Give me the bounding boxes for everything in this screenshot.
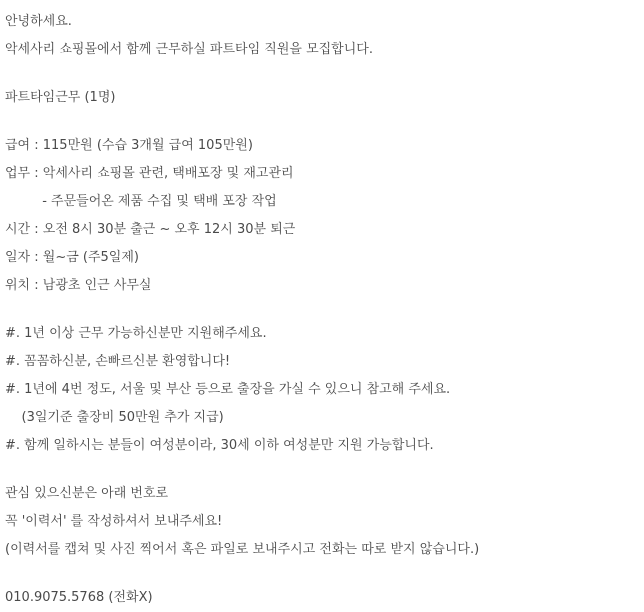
blank-line bbox=[5, 64, 634, 84]
text-line-location: 위치 : 남광초 인근 사무실 bbox=[5, 278, 152, 293]
text-line-position-title: 파트타임근무 (1명) bbox=[5, 90, 116, 105]
text-line-resume-instruction: (이력서를 캡쳐 및 사진 찍어서 혹은 파일로 보내주시고 전화는 따로 받지 않습니다.) bbox=[5, 542, 480, 557]
text-line-note-business-trip: #. 1년에 4번 정도, 서울 및 부산 등으로 출장을 가실 수 있으니 참고해 주세요. bbox=[5, 382, 451, 397]
text-line-days: 일자 : 월~금 (주5일제) bbox=[5, 250, 139, 265]
text-line-resume-request: 꼭 '이력서' 를 작성하셔서 보내주세요! bbox=[5, 514, 223, 529]
text-line-intro: 악세사리 쇼핑몰에서 함께 근무하실 파트타임 직원을 모집합니다. bbox=[5, 42, 373, 57]
text-line-note-welcome: #. 꼼꼼하신분, 손빠르신분 환영합니다! bbox=[5, 354, 231, 369]
text-line-duty-detail: - 주문들어온 제품 수집 및 택배 포장 작업 bbox=[5, 194, 277, 209]
text-line-phone-number: 010.9075.5768 (전화X) bbox=[5, 590, 153, 605]
text-line-pay: 급여 : 115만원 (수습 3개월 급여 105만원) bbox=[5, 138, 253, 153]
text-line-contact-intro: 관심 있으신분은 아래 번호로 bbox=[5, 486, 169, 501]
blank-line bbox=[5, 564, 634, 584]
text-line-note-min-period: #. 1년 이상 근무 가능하신분만 지원해주세요. bbox=[5, 326, 267, 341]
blank-line bbox=[5, 460, 634, 480]
text-line-note-trip-pay: (3일기준 출장비 50만원 추가 지급) bbox=[5, 410, 224, 425]
text-line-duty: 업무 : 악세사리 쇼핑몰 관련, 택배포장 및 재고관리 bbox=[5, 166, 294, 181]
text-line-note-eligibility: #. 함께 일하시는 분들이 여성분이라, 30세 이하 여성분만 지원 가능합니다. bbox=[5, 438, 434, 453]
blank-line bbox=[5, 112, 634, 132]
text-line-greeting: 안녕하세요. bbox=[5, 14, 72, 29]
blank-line bbox=[5, 300, 634, 320]
text-line-hours: 시간 : 오전 8시 30분 출근 ~ 오후 12시 30분 퇴근 bbox=[5, 222, 296, 237]
